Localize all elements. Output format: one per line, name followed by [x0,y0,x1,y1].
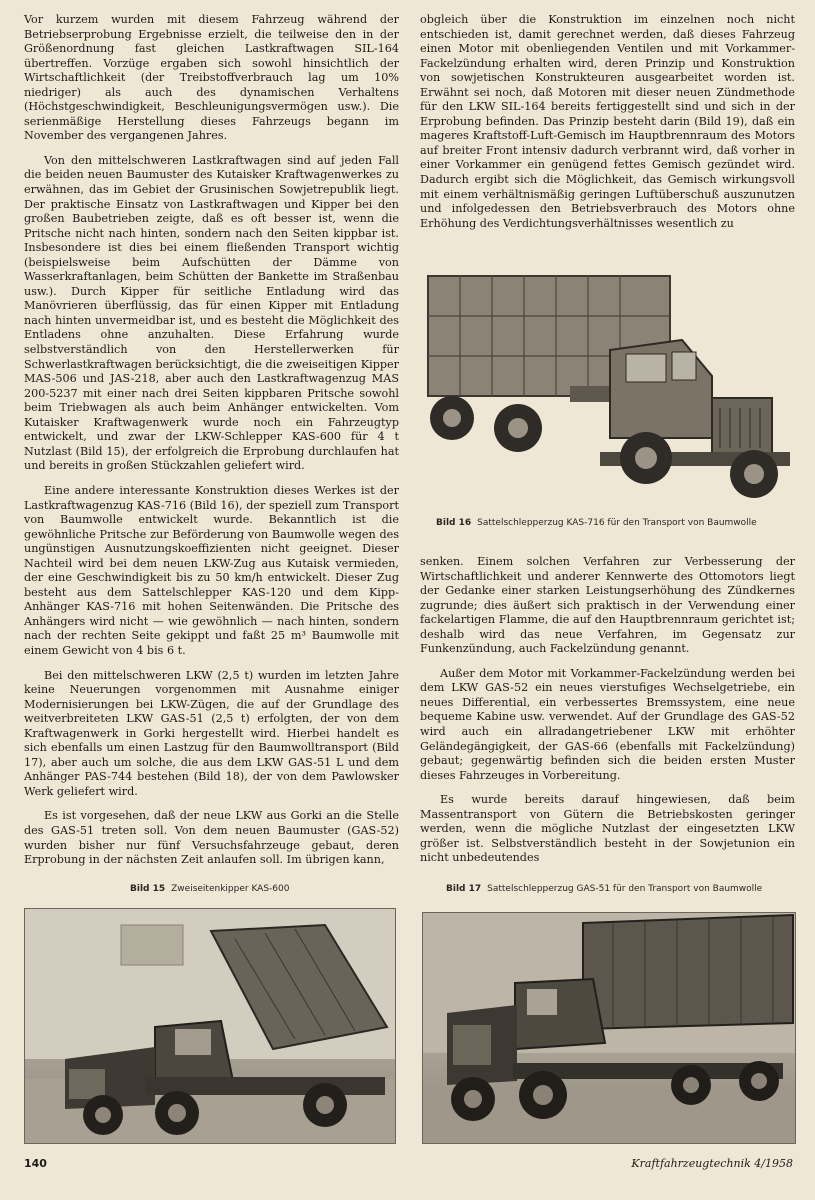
semi-trailer-illustration [420,268,792,506]
figure-15-caption [130,884,289,894]
paragraph: Außer dem Motor mit Vorkammer-Fackelzündung werden bei dem LKW GAS-52 ein neues vierstufiges Wechselgetriebe, ein neues Differential, ein verbessertes Bremssystem, eine neue bequeme Kabine usw. verwendet. Auf der Grundlage des GAS-52 wird auch ein allradangetriebener LKW mit erhöhter Geländegängigkeit, der GAS-66 (ebenfalls mit Fackelzündung) gebaut; gegenwärtig befinden sich die beiden ersten Muster dieses Fahrzeuges in Vorbereitung. [420,666,795,782]
caption-text: Zweiseitenkipper KAS-600 [171,884,290,894]
figure-number: Bild 16 [436,518,472,528]
figure-number: Bild 15 [130,884,166,894]
tipper-truck-illustration [25,909,395,1143]
paragraph: senken. Einem solchen Verfahren zur Verbesserung der Wirtschaftlichkeit und anderer Kennwerte des Ottomotors liegt der Gedanke einer starken Leistungserhöhung des Zündkernes zugrunde; dies äußert sich praktisch in der Verwendung einer fackelartigen Flamme, die auf den Hauptbrennraum gerichtet ist; deshalb wird das neue Verfahren, im Gegensatz zur Funkenzündung, auch Fackelzündung genannt. [420,555,795,656]
left-column [24,13,399,878]
paragraph: Es ist vorgesehen, daß der neue LKW aus Gorki an die Stelle des GAS-51 treten soll. Von dem neuen Baumuster (GAS-52) wurden bisher nur fünf Versuchsfahrzeuge gebaut, deren Erprobung in der nächsten Zeit anlaufen soll. Im übrigen kann, [24,809,399,867]
figure-15-photo [24,908,396,1144]
figure-number: Bild 17 [446,884,482,894]
page-number: 140 [24,1157,47,1170]
figure-17-photo [422,912,796,1144]
paragraph: obgleich über die Konstruktion im einzelnen noch nicht entschieden ist, damit gerechnet werden, daß dieses Fahrzeug einen Motor mit obenliegenden Ventilen und mit Vorkammer-Fackelzündung erhalten wird, deren Prinzip und Konstruktion von sowjetischen Konstrukteuren ausgearbeitet worden ist. Erwähnt sei noch, daß Motoren mit dieser neuen Zündmethode für den LKW SIL-164 bereits fertiggestellt sind und sich in der Erprobung befinden. Das Prinzip besteht darin (Bild 19), daß ein mageres Kraftstoff-Luft-Gemisch im Hauptbrennraum des Motors auf breiter Front intensiv dadurch verbrannt wird, daß vorher in einer Vorkammer ein genügend fettes Gemisch gezündet wird. Dadurch ergibt sich die Möglichkeit, das Gemisch wirkungsvoll mit einem verhältnismäßig geringen Luftüberschuß auszunutzen und infolgedessen den Betriebsverbrauch des Motors ohne Erhöhung des Verdichtungsverhältnisses wesentlich zu [420,13,795,230]
right-column-top [420,13,795,241]
figure-16-caption [436,518,757,528]
cotton-semi-trailer-illustration [423,913,795,1143]
caption-text: Sattelschlepperzug GAS-51 für den Transport von Baumwolle [487,884,763,894]
right-column-mid [420,555,795,876]
paragraph: Von den mittelschweren Lastkraftwagen sind auf jeden Fall die beiden neuen Baumuster des Kutaisker Kraftwagenwerkes zu erwähnen, das im Gebiet der Grusinischen Sowjetrepublik liegt. Der praktische Einsatz von Lastkraftwagen und Kipper bei den großen Baubetrieben zeigte, daß es oft besser ist, wenn die Pritsche nicht nach hinten, sondern nach den Seiten kippbar ist. Insbesondere ist dies bei einem fließenden Transport wichtig (beispielsweise beim Aufschütten der Dämme von Wasserkraftanlagen, beim Schütten der Bankette im Straßenbau usw.). Durch Kipper für seitliche Entladung wird das Manövrieren überflüssig, das für einen Kipper mit Entladung nach hinten unvermeidbar ist, und es besteht die Möglichkeit des Entladens ohne anzuhalten. Diese Erfahrung wurde selbstverständlich von den Herstellerwerken für Schwerlastkraftwagen berücksichtigt, die die zweiseitigen Kipper MAS-506 und JAS-218, aber auch den Lastkraftwagenzug MAS 200-5237 mit einer nach drei Seiten kippbaren Pritsche sowohl beim Triebwagen als auch beim Anhänger entwickelten. Vom Kutaisker Kraftwagenwerk wurde noch ein Fahrzeugtyp entwickelt, und zwar der LKW-Schlepper KAS-600 für 4 t Nutzlast (Bild 15), der erfolgreich die Erprobung durchlaufen hat und bereits in großen Stückzahlen geliefert wird. [24,153,399,473]
figure-16-photo [420,268,792,506]
journal-issue: Kraftfahrzeugtechnik 4/1958 [631,1157,793,1170]
figure-17-caption [446,884,762,894]
paragraph: Eine andere interessante Konstruktion dieses Werkes ist der Lastkraftwagenzug KAS-716 (Bild 16), der speziell zum Transport von Baumwolle entwickelt wurde. Bekanntlich ist die gewöhnliche Pritsche zur Beförderung von Baumwolle wegen des ungünstigen Ausnutzungskoeffizienten nicht geeignet. Dieser Nachteil wird bei dem neuen LKW-Zug aus Kutaisk vermieden, der eine Geschwindigkeit bis zu 50 km/h entwickelt. Dieser Zug besteht aus dem Sattelschlepper KAS-120 und dem Kipp-Anhänger KAS-716 mit hohen Seitenwänden. Die Pritsche des Anhängers wird nicht — wie gewöhnlich — nach hinten, sondern nach der rechten Seite gekippt und faßt 25 m³ Baumwolle mit einem Gewicht von 4 bis 6 t. [24,483,399,657]
paragraph: Bei den mittelschweren LKW (2,5 t) wurden im letzten Jahre keine Neuerungen vorgenommen mit Ausnahme einiger Modernisierungen bei LKW-Zügen, die auf der Grundlage des weitverbreiteten LKW GAS-51 (2,5 t) erfolgten, der von dem Kraftwagenwerk in Gorki hergestellt wird. Hierbei handelt es sich ebenfalls um einen Lastzug für den Baumwolltransport (Bild 17), aber auch um solche, die aus dem LKW GAS-51 L und dem Anhänger PAS-744 bestehen (Bild 18), der von dem Pawlowsker Werk geliefert wird. [24,668,399,798]
paragraph: Vor kurzem wurden mit diesem Fahrzeug während der Betriebserprobung Ergebnisse erzielt, die teilweise den in der Größenordnung fast gleichen Lastkraftwagen SIL-164 übertreffen. Vorzüge ergaben sich sowohl hinsichtlich der Wirtschaftlichkeit (der Treibstoffverbrauch lag um 10% niedriger) als auch des dynamischen Verhaltens (Höchstgeschwindigkeit, Beschleunigungsvermögen usw.). Die serienmäßige Herstellung dieses Fahrzeugs begann im November des vergangenen Jahres. [24,13,399,143]
caption-text: Sattelschlepperzug KAS-716 für den Transport von Baumwolle [477,518,757,528]
paragraph: Es wurde bereits darauf hingewiesen, daß beim Massentransport von Gütern die Betriebskosten geringer werden, wenn die mögliche Nutzlast der eingesetzten LKW größer ist. Selbstverständlich besteht in der Sowjetunion ein nicht unbedeutendes [420,793,795,865]
